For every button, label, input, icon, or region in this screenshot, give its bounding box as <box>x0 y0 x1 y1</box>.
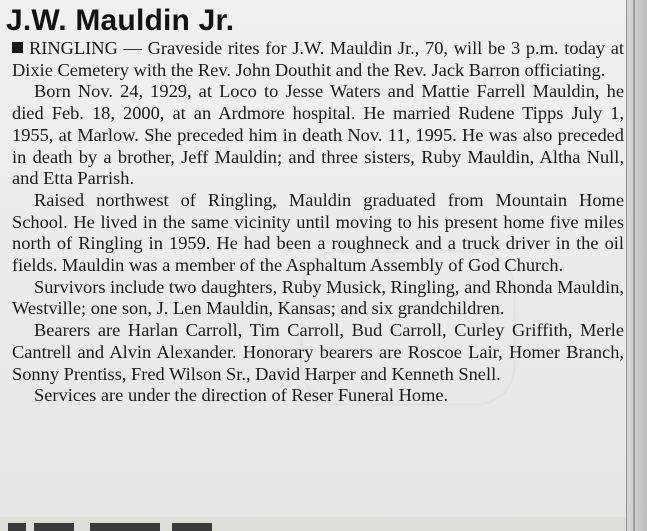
paragraph-life: Raised northwest of Ringling, Mauldin graduated from Mountain Home School. He lived in the same vicinity until moving to his present home five miles north of Ringling in 1959. He had been a roughneck and a truck driver in the oil fields. Mauldin was a member of the Asphaltum Assembly of God Church. <box>12 189 624 276</box>
dateline: RINGLING <box>29 38 118 58</box>
cutoff-fragment <box>172 523 212 531</box>
cutoff-fragment <box>34 523 74 531</box>
paragraph-text: — Graveside rites for J.W. Mauldin Jr., 70, will be 3 p.m. today at Dixie Cemetery with the Rev. John Douthit and the Rev. Jack Barron officiating. <box>12 38 624 80</box>
cutoff-fragment <box>90 523 160 531</box>
paragraph-birth-death: Born Nov. 24, 1929, at Loco to Jesse Waters and Mattie Farrell Mauldin, he died Feb. 18, 2000, at an Ardmore hospital. He married Rudene Tipps July 1, 1955, at Marlow. She preceded him in death Nov. 11, 1995. He was also preceded in death by a brother, Jeff Mauldin; and three sisters, Ruby Mauldin, Altha Null, and Etta Parrish. <box>12 81 624 189</box>
obituary-body <box>12 38 624 407</box>
fold-line <box>633 0 635 531</box>
adjacent-column-edge <box>626 0 647 531</box>
paragraph-services: Services are under the direction of Reser Funeral Home. <box>34 385 449 406</box>
paragraph-survivors: Survivors include two daughters, Ruby Musick, Ringling, and Rhonda Mauldin, Westville; one son, J. Len Mauldin, Kansas; and six grandchildren. <box>12 276 624 319</box>
square-bullet-icon <box>12 42 23 53</box>
paragraph-bearers: Bearers are Harlan Carroll, Tim Carroll, Bud Carroll, Curley Griffith, Merle Cantrell and Alvin Alexander. Honorary bearers are Roscoe Lair, Homer Branch, Sonny Prentiss, Fred Wilson Sr., David Harper and Kenneth Snell. <box>12 320 624 384</box>
paragraph-intro <box>12 38 624 81</box>
cutoff-fragment <box>8 523 26 531</box>
obituary-headline: J.W. Mauldin Jr. <box>6 4 235 37</box>
next-article-cutoff <box>0 517 631 531</box>
